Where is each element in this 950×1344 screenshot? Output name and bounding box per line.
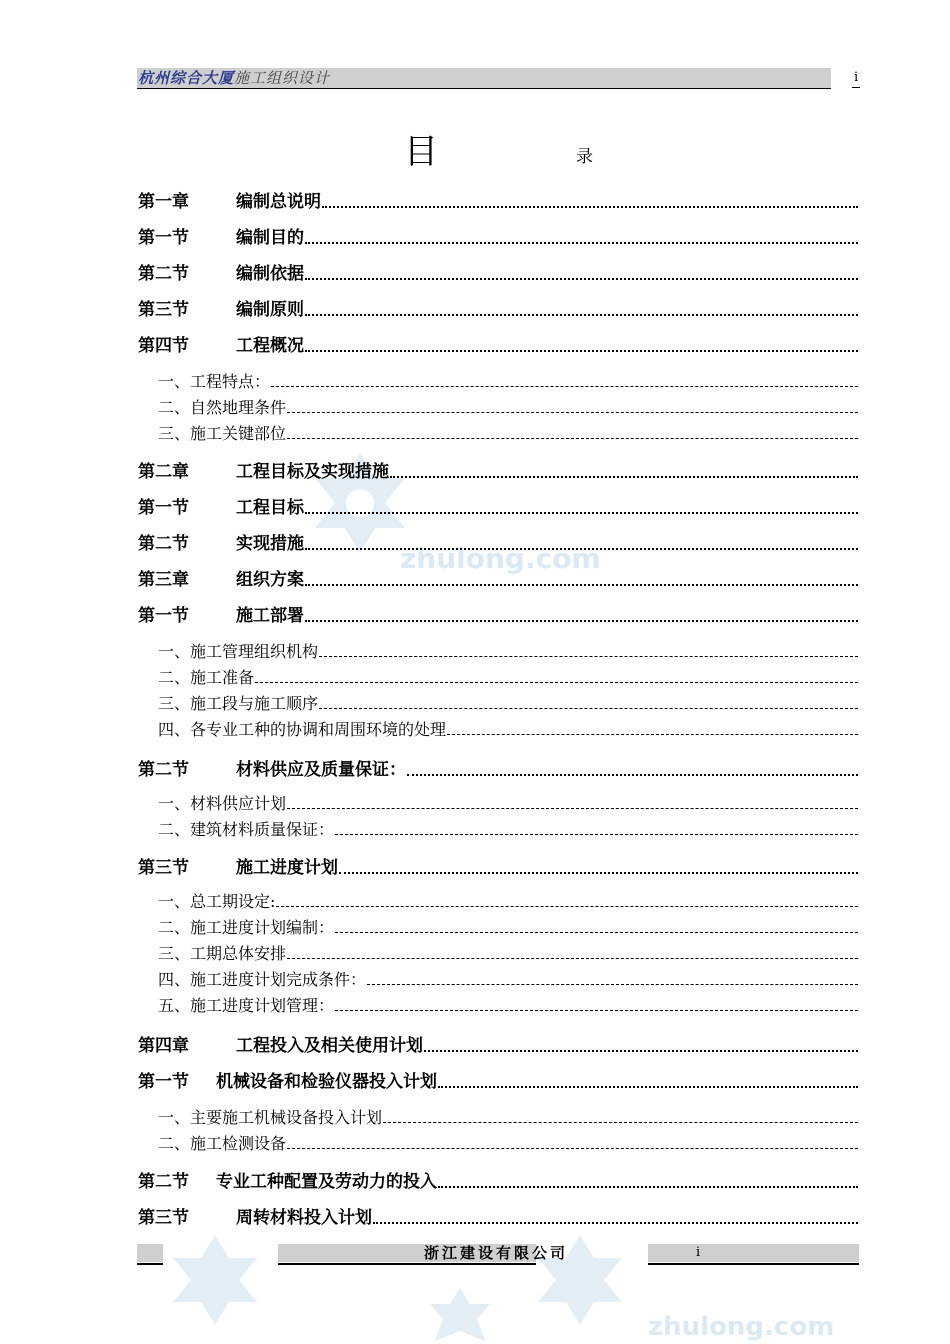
toc-entry-title: 施工段与施工顺序: [190, 694, 319, 713]
toc-entry-title: 自然地理条件: [190, 398, 287, 417]
toc-entry-title: 专业工种配置及劳动力的投入: [216, 1172, 437, 1192]
toc-entry-number: 四、: [158, 720, 191, 739]
footer-rule-left: [137, 1263, 163, 1265]
toc-leader: [305, 542, 858, 550]
footer-bar-right: [648, 1244, 859, 1262]
toc-leader: [339, 866, 858, 874]
toc-subentry[interactable]: [158, 944, 858, 964]
toc-entry-title: 编制原则: [236, 300, 304, 320]
toc-entry-title: 施工进度计划编制：: [190, 918, 335, 937]
toc-entry-title: 施工进度计划完成条件：: [190, 970, 367, 989]
header-page-rule: [852, 87, 860, 88]
toc-entry-title: 施工部署: [236, 606, 304, 626]
toc-entry-number: 第四节: [138, 336, 189, 356]
toc-entry-title: 建筑材料质量保证：: [190, 820, 335, 839]
toc-entry-number: 第二节: [138, 1172, 189, 1192]
watermark-text: zhulong.com: [400, 542, 601, 575]
toc-leader: [287, 802, 858, 809]
toc-subentry[interactable]: [158, 668, 858, 688]
toc-subentry[interactable]: [158, 794, 858, 814]
header-rule: [137, 88, 831, 89]
toc-entry[interactable]: [138, 856, 858, 878]
toc-entry-number: 二、: [158, 1134, 191, 1153]
toc-leader: [287, 432, 858, 439]
toc-entry[interactable]: [138, 334, 858, 356]
toc-leader: [305, 272, 858, 280]
toc-leader: [255, 676, 858, 683]
toc-leader: [271, 380, 858, 387]
toc-entry-number: 三、: [158, 424, 191, 443]
toc-entry-title: 施工检测设备: [190, 1134, 287, 1153]
toc-entry-number: 二、: [158, 398, 191, 417]
header-title-project: 杭州综合大厦: [138, 69, 235, 87]
toc-leader: [322, 200, 858, 208]
toc-subentry[interactable]: [158, 642, 858, 662]
toc-entry-title: 总工期设定:: [190, 892, 276, 911]
toc-entry-title: 编制目的: [236, 228, 304, 248]
toc-entry-title: 工程目标及实现措施: [236, 462, 389, 482]
toc-entry[interactable]: [138, 568, 858, 590]
toc-entry[interactable]: [138, 758, 858, 780]
toc-subentry[interactable]: [158, 1108, 858, 1128]
toc-entry-number: 第二节: [138, 760, 189, 780]
toc-subentry[interactable]: [158, 892, 858, 912]
toc-subentry[interactable]: [158, 424, 858, 444]
header-page-number: i: [854, 70, 859, 85]
toc-entry-number: 第一节: [138, 498, 189, 518]
toc-leader: [287, 1142, 858, 1149]
toc-entry-title: 各专业工种的协调和周围环境的处理: [190, 720, 447, 739]
watermark-text: zhulong.com: [648, 1312, 835, 1342]
toc-entry-number: 第二章: [138, 462, 189, 482]
toc-entry-title: 周转材料投入计划: [236, 1208, 372, 1228]
toc-entry[interactable]: [138, 1070, 858, 1092]
toc-entry-number: 一、: [158, 372, 191, 391]
footer-company: 浙江建设有限公司: [424, 1244, 569, 1262]
toc-entry[interactable]: [138, 226, 858, 248]
toc-leader: [276, 900, 858, 907]
toc-entry-title: 工程概况: [236, 336, 304, 356]
toc-entry-title: 实现措施: [236, 534, 304, 554]
toc-entry-number: 第二节: [138, 264, 189, 284]
toc-entry-number: 一、: [158, 642, 191, 661]
toc-leader: [305, 344, 858, 352]
header-title-doc: 施工组织设计: [234, 69, 331, 87]
toc-entry[interactable]: [138, 496, 858, 518]
footer-bar-left: [137, 1244, 163, 1262]
toc-entry-number: 五、: [158, 996, 191, 1015]
toc-entry-title: 施工管理组织机构: [190, 642, 319, 661]
toc-entry[interactable]: [138, 262, 858, 284]
toc-title-main: 目: [404, 132, 438, 172]
toc-entry-title: 编制依据: [236, 264, 304, 284]
toc-subentry[interactable]: [158, 372, 858, 392]
toc-subentry[interactable]: [158, 996, 858, 1016]
toc-entry-number: 第三节: [138, 858, 189, 878]
toc-leader: [390, 470, 858, 478]
footer-rule-center: [278, 1263, 536, 1265]
toc-entry[interactable]: [138, 1170, 858, 1192]
toc-entry-title: 施工关键部位: [190, 424, 287, 443]
toc-entry-title: 工程特点：: [190, 372, 271, 391]
toc-entry-title: 组织方案: [236, 570, 304, 590]
toc-entry-number: 二、: [158, 668, 191, 687]
header-title: [138, 69, 330, 87]
toc-leader: [335, 1004, 858, 1011]
toc-subentry[interactable]: [158, 918, 858, 938]
toc-entry[interactable]: [138, 190, 858, 212]
toc-leader: [447, 728, 858, 735]
toc-entry-number: 第三节: [138, 300, 189, 320]
toc-entry-title: 机械设备和检验仪器投入计划: [216, 1072, 437, 1092]
toc-entry-title: 主要施工机械设备投入计划: [190, 1108, 383, 1127]
toc-leader: [305, 236, 858, 244]
toc-entry-title: 材料供应及质量保证：: [236, 760, 406, 780]
toc-subentry[interactable]: [158, 398, 858, 418]
toc-leader: [373, 1216, 858, 1224]
toc-entry-number: 一、: [158, 1108, 191, 1127]
toc-title: [0, 132, 950, 172]
toc-title-secondary: 录: [576, 147, 593, 167]
toc-entry-number: 第一节: [138, 1072, 189, 1092]
toc-leader: [438, 1180, 858, 1188]
footer-page-number: i: [696, 1245, 701, 1260]
toc-leader: [305, 614, 858, 622]
toc-entry-title: 施工进度计划管理：: [190, 996, 335, 1015]
toc-entry-number: 第三节: [138, 1208, 189, 1228]
toc-leader: [305, 578, 858, 586]
toc-entry-title: 工程投入及相关使用计划: [236, 1036, 423, 1056]
toc-leader: [407, 768, 858, 776]
toc-entry-number: 第三章: [138, 570, 189, 590]
toc-entry[interactable]: [138, 1206, 858, 1228]
toc-entry-title: 编制总说明: [236, 192, 321, 212]
toc-entry-title: 施工进度计划: [236, 858, 338, 878]
toc-leader: [383, 1116, 858, 1123]
toc-leader: [367, 978, 858, 985]
watermark-snowflake-icon: [165, 1230, 265, 1330]
toc-entry-number: 三、: [158, 694, 191, 713]
toc-leader: [438, 1080, 858, 1088]
toc-entry-number: 第二节: [138, 534, 189, 554]
toc-entry-number: 一、: [158, 892, 191, 911]
toc-leader: [287, 406, 858, 413]
toc-entry-number: 第四章: [138, 1036, 189, 1056]
watermark-snowflake-icon: [425, 1285, 495, 1344]
toc-entry-number: 四、: [158, 970, 191, 989]
toc-entry-title: 工期总体安排: [190, 944, 287, 963]
toc-entry-number: 三、: [158, 944, 191, 963]
toc-entry-title: 工程目标: [236, 498, 304, 518]
toc-subentry[interactable]: [158, 720, 858, 740]
toc-entry[interactable]: [138, 604, 858, 626]
toc-leader: [319, 702, 858, 709]
toc-entry[interactable]: [138, 460, 858, 482]
toc-leader: [305, 308, 858, 316]
toc-leader: [335, 926, 858, 933]
toc-entry-number: 二、: [158, 918, 191, 937]
toc-entry-number: 第一节: [138, 228, 189, 248]
toc-entry-title: 施工准备: [190, 668, 255, 687]
toc-subentry[interactable]: [158, 970, 858, 990]
toc-entry[interactable]: [138, 532, 858, 554]
toc-leader: [319, 650, 858, 657]
toc-entry-number: 一、: [158, 794, 191, 813]
toc-leader: [287, 952, 858, 959]
toc-leader: [305, 506, 858, 514]
toc-entry[interactable]: [138, 1034, 858, 1056]
toc-entry-number: 第一章: [138, 192, 189, 212]
toc-leader: [335, 828, 858, 835]
footer-rule-right: [648, 1263, 859, 1265]
toc-subentry[interactable]: [158, 820, 858, 840]
toc-entry-title: 材料供应计划: [190, 794, 287, 813]
toc-subentry[interactable]: [158, 1134, 858, 1154]
toc-entry-number: 第一节: [138, 606, 189, 626]
toc-entry[interactable]: [138, 298, 858, 320]
toc-leader: [424, 1044, 858, 1052]
toc-entry-number: 二、: [158, 820, 191, 839]
toc-subentry[interactable]: [158, 694, 858, 714]
